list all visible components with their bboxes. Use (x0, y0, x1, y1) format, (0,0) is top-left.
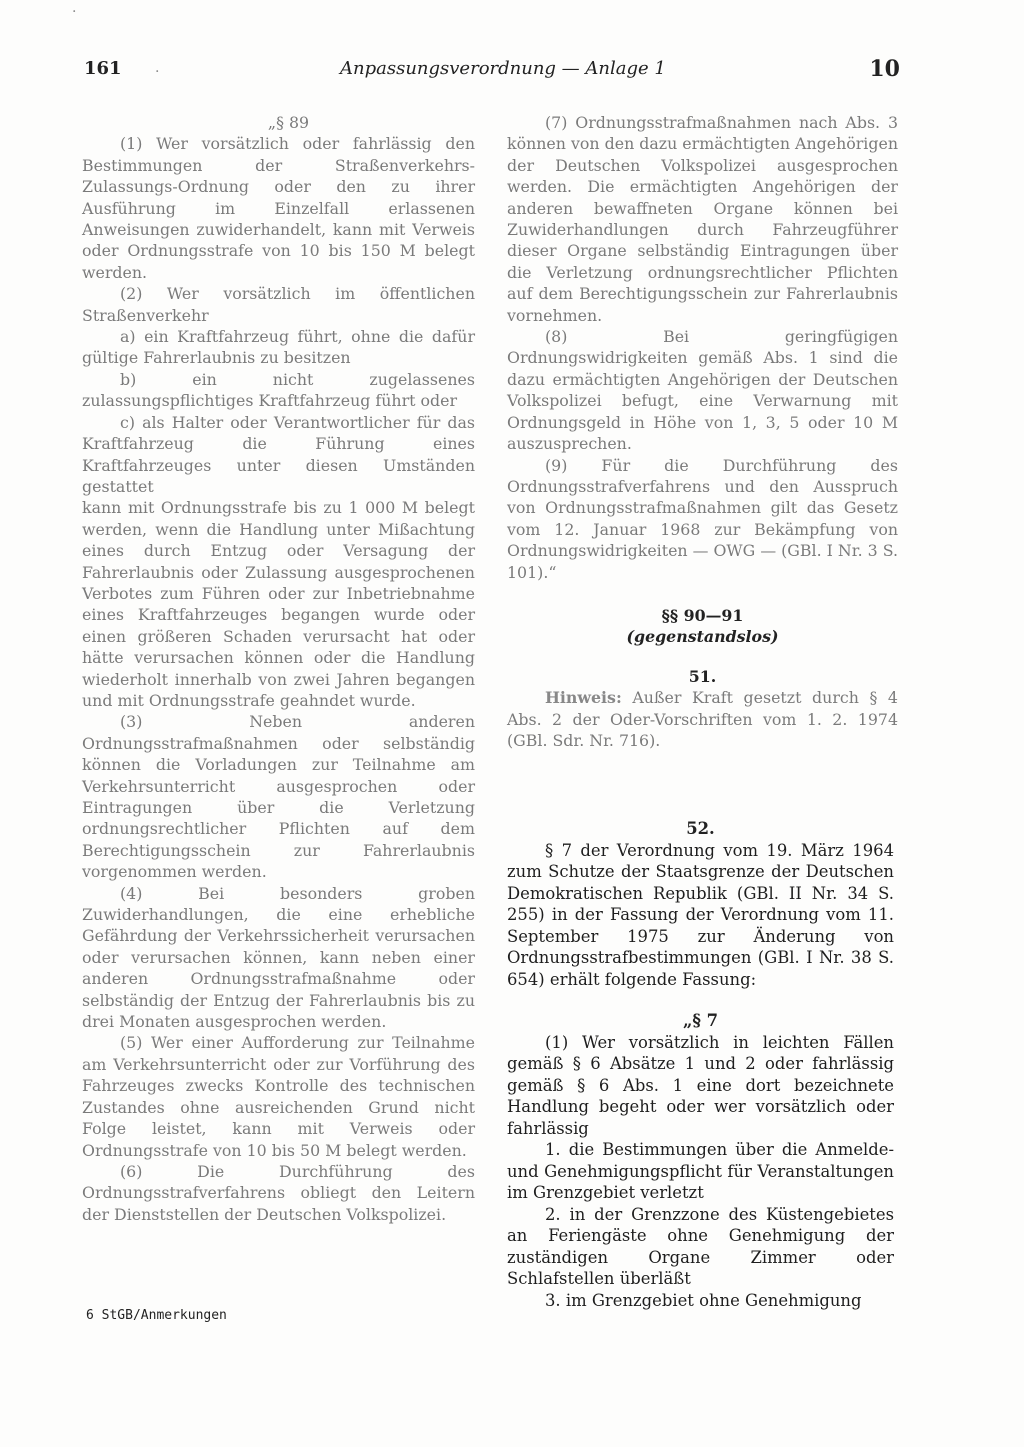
paragraph: (4) Bei besonders groben Zuwiderhandlungen, die eine erhebliche Gefährdung der Verkehrssicherheit verursachen oder verursachen können, kann neben einer anderen Ordnungsstrafmaßnahme oder selbständig der Entzug der Fahrerlaubnis bis zu drei Monaten ausgesprochen werden. (82, 883, 475, 1032)
paragraph: (7) Ordnungsstrafmaßnahmen nach Abs. 3 können von den dazu ermächtigten Angehörigen der Deutschen Volkspolizei ausgesprochen werden. Die ermächtigten Angehörigen der anderen bewaffneten Organe können bei Zuwiderhandlungen durch Fahrzeugführer dieser Organe selbständig Eintragungen über die Verletzung ordnungsrechtlicher Pflichten auf dem Berechtigungsschein zur Fahrerlaubnis vornehmen. (507, 113, 898, 325)
list-item: 1. die Bestimmungen über die Anmelde- und Genehmigungspflicht für Veranstaltungen im Grenzgebiet verletzt (507, 1140, 894, 1202)
paragraph: kann mit Ordnungsstrafe bis zu 1 000 M belegt werden, wenn die Handlung unter Mißachtung eines durch Entzug oder Versagung der Fahrerlaubnis oder Zulassung ausgesprochenen Verbotes zum Führen oder zur Inbetriebnahme eines Kraftfahrzeuges begangen wurde oder einen größeren Schaden verursacht hat oder hätte verursachen können oder die Handlung wiederholt innerhalb von zwei Jahren begangen und mit Ordnungsstrafe geahndet wurde. (82, 498, 475, 710)
right-column-lower (507, 818, 894, 1311)
item-51-note (507, 687, 898, 751)
page-footer: 6 StGB/Anmerkungen (86, 1308, 227, 1323)
item-51-number: 51. (688, 666, 717, 686)
item-52-number: 52. (686, 819, 715, 838)
list-item: b) ein nicht zugelassenes zulassungspflichtiges Kraftfahrzeug führt oder (82, 369, 475, 411)
item-52-intro: § 7 der Verordnung vom 19. März 1964 zum Schutze der Staatsgrenze der Deutschen Demokratischen Republik (GBl. II Nr. 34 S. 255) in der Fassung der Verordnung vom 11. September 1975 zur Änderung von Ordnungsstrafbestimmungen (GBl. I Nr. 38 S. 654) erhält folgende Fassung: (507, 840, 894, 989)
page-number-right: 10 (869, 56, 900, 82)
paragraph: (3) Neben anderen Ordnungsstrafmaßnahmen oder selbständig können die Vorladungen zur Teilnahme am Verkehrsunterricht ausgesprochen oder Eintragungen über die Verletzung ordnungsrechtlicher Pflichten auf dem Berechtigungsschein zur Fahrerlaubnis vorgenommen werden. (82, 712, 475, 882)
scan-speck: . (155, 60, 160, 76)
scan-speck: · (72, 4, 77, 20)
running-title: Anpassungsverordnung — Anlage 1 (340, 58, 666, 79)
paragraph: (5) Wer einer Aufforderung zur Teilnahme am Verkehrsunterricht oder zur Vorführung des Fahrzeuges zwecks Kontrolle des technischen Zustandes ohne ausreichenden Grund nicht Folge leistet, kann mit Verweis oder Ordnungsstrafe von 10 bis 50 M belegt werden. (82, 1033, 475, 1160)
paragraph: (2) Wer vorsätzlich im öffentlichen Straßenverkehr (82, 284, 475, 325)
list-item: 3. im Grenzgebiet ohne Genehmigung (545, 1290, 862, 1310)
page-number-left: 161 (84, 58, 122, 79)
paragraph: (1) Wer vorsätzlich in leichten Fällen gemäß § 6 Absätze 1 und 2 oder fahrlässig gemäß § 6 Abs. 1 eine dort bezeichnete Handlung begeht oder wer vorsätzlich oder fahrlässig (507, 1032, 894, 1138)
left-column (82, 112, 475, 1225)
page-header (84, 56, 900, 88)
sections-heading: §§ 90—91 (661, 605, 744, 625)
paragraph: (9) Für die Durchführung des Ordnungsstrafverfahrens und den Ausspruch von Ordnungsstrafmaßnahmen gilt das Gesetz vom 12. Januar 1968 zur Bekämpfung von Ordnungswidrigkeiten — OWG — (GBl. I Nr. 3 S. 101).“ (507, 455, 898, 582)
note-label: Hinweis: (545, 688, 622, 708)
list-item: c) als Halter oder Verantwortlicher für das Kraftfahrzeug die Führung eines Kraftfahrzeuges unter diesen Umständen gestattet (82, 412, 475, 496)
right-column-upper (507, 112, 898, 751)
sections-note: (gegenstandslos) (626, 627, 779, 647)
section-heading-89: „§ 89 (267, 113, 310, 132)
list-item: 2. in der Grenzzone des Küstengebietes an Feriengäste ohne Genehmigung der zuständigen Organe Zimmer oder Schlafstellen überläßt (507, 1204, 894, 1288)
list-item: a) ein Kraftfahrzeug führt, ohne die dafür gültige Fahrerlaubnis zu besitzen (82, 327, 475, 368)
paragraph: (6) Die Durchführung des Ordnungsstrafverfahrens obliegt den Leitern der Dienststellen der Deutschen Volkspolizei. (82, 1161, 475, 1224)
paragraph: (1) Wer vorsätzlich oder fahrlässig den Bestimmungen der Straßenverkehrs-Zulassungs-Ordnung oder den zu ihrer Ausführung im Einzelfall erlassenen Anweisungen zuwiderhandelt, kann mit Verweis oder Ordnungsstrafe von 10 bis 150 M belegt werden. (82, 134, 475, 282)
section-heading-7: „§ 7 (682, 1011, 719, 1030)
note-text: Außer Kraft gesetzt durch § 4 Abs. 2 der Oder-Vorschriften vom 1. 2. 1974 (GBl. Sdr. Nr. 716). (507, 688, 898, 750)
paragraph: (8) Bei geringfügigen Ordnungswidrigkeiten gemäß Abs. 1 sind die dazu ermächtigten Angehörigen der Deutschen Volkspolizei befugt, eine Verwarnung mit Ordnungsgeld in Höhe von 1, 3, 5 oder 10 M auszusprechen. (507, 327, 898, 454)
